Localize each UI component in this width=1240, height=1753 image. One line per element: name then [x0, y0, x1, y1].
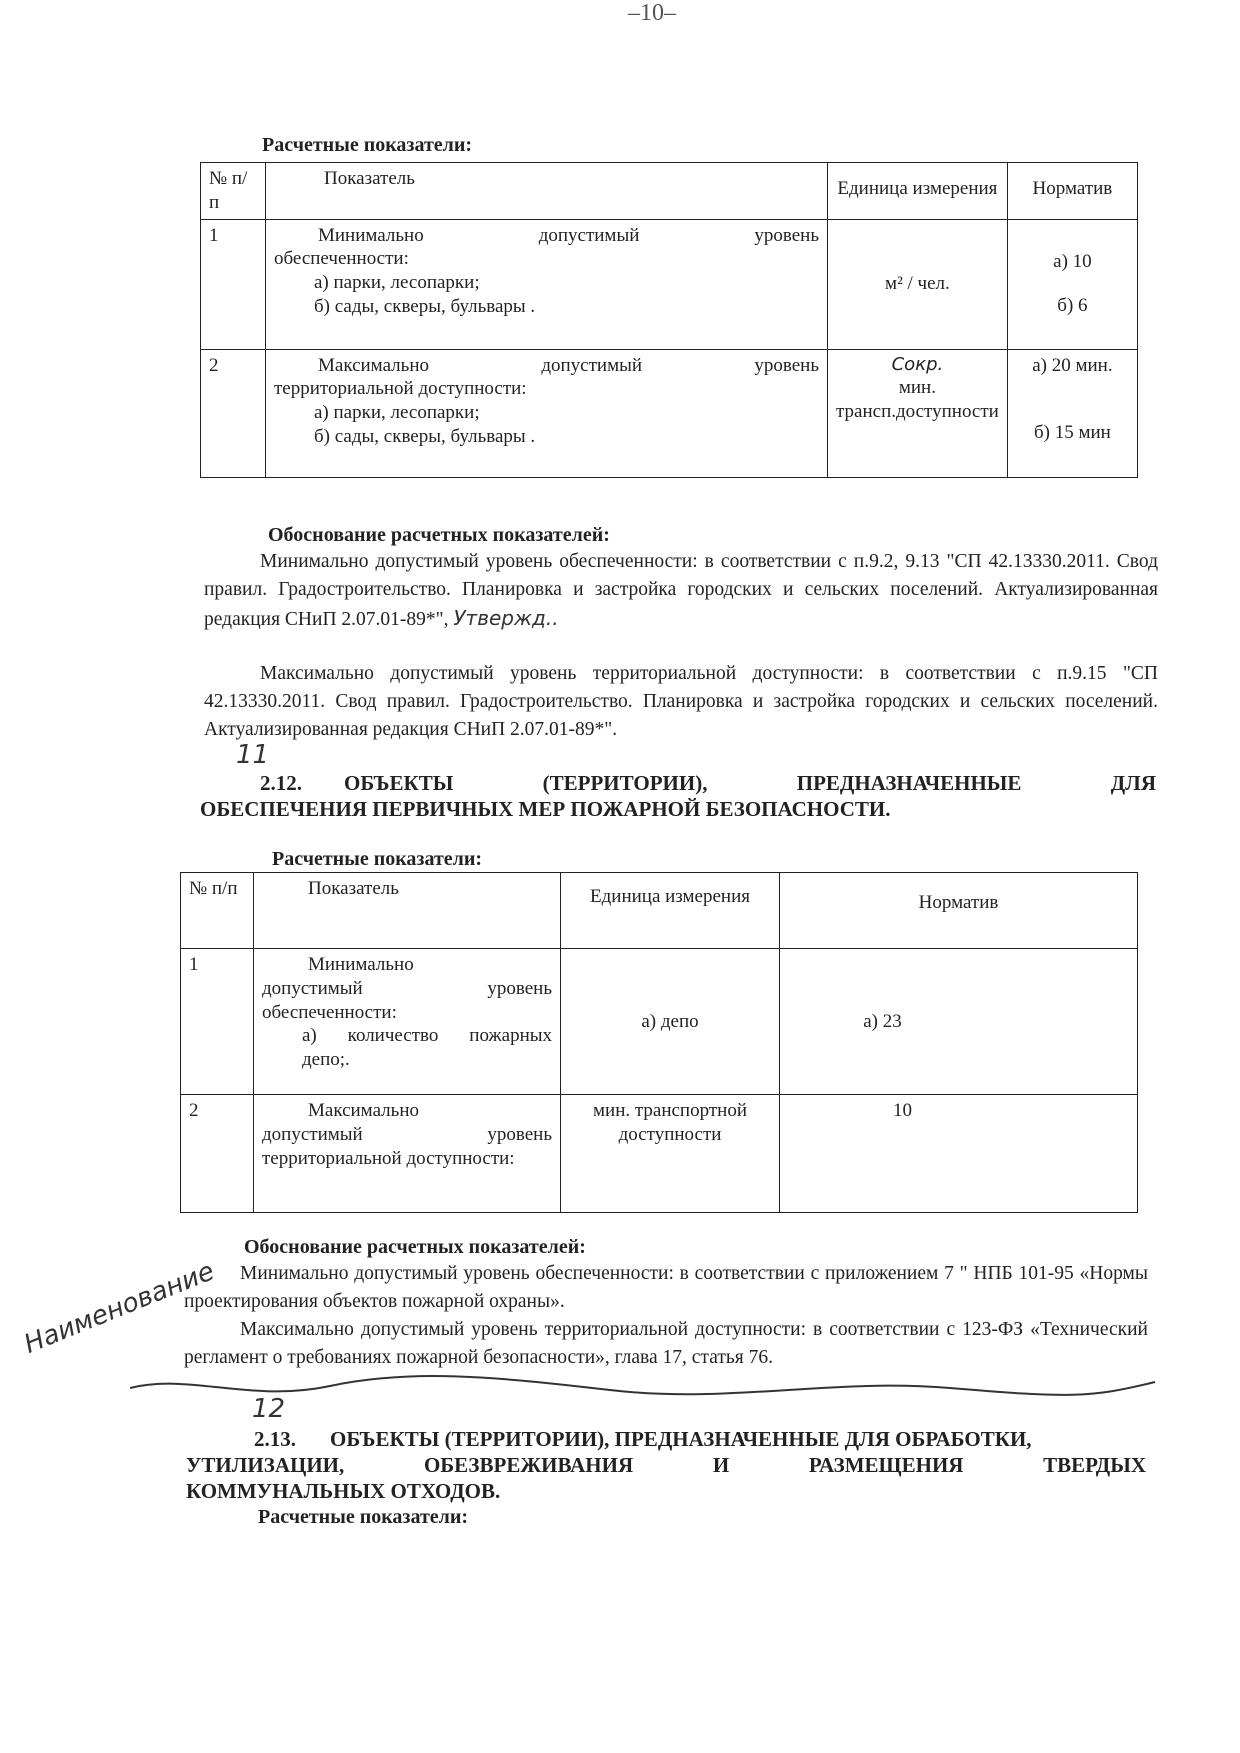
header-indicator: Показатель	[254, 873, 561, 949]
row-num: 1	[181, 949, 254, 1095]
section2-justification-label: Обоснование расчетных показателей:	[244, 1236, 586, 1258]
row-unit: мин. транспортной доступности	[561, 1095, 780, 1213]
table-row	[201, 219, 1138, 349]
table-row	[181, 1095, 1138, 1213]
row-norm: 10	[780, 1095, 1138, 1213]
row-norm: а) 20 мин. б) 15 мин	[1007, 349, 1137, 477]
row-unit: м² / чел.	[828, 219, 1008, 349]
table-row	[181, 949, 1138, 1095]
section2-label: Расчетные показатели:	[272, 848, 483, 870]
header-norm: Норматив	[780, 873, 1138, 949]
table-green-spaces	[200, 162, 1138, 478]
section3-label: Расчетные показатели:	[258, 1506, 469, 1528]
header-num: № п/п	[201, 163, 266, 220]
section3-heading-line1: ОБЪЕКТЫ (ТЕРРИТОРИИ), ПРЕДНАЗНАЧЕННЫЕ ДЛЯ ОБРАБОТКИ,	[330, 1427, 1032, 1451]
row-num: 1	[201, 219, 266, 349]
row-indicator: Минимально допустимый уровень обеспеченности: а) парки, лесопарки; б) сады, скверы, бульвары .	[266, 219, 828, 349]
table-header-row	[181, 873, 1138, 949]
section3-heading-line2: УТИЛИЗАЦИИ, ОБЕЗВРЕЖИВАНИЯ И РАЗМЕЩЕНИЯ ТВЕРДЫХ	[186, 1453, 1146, 1477]
header-norm: Норматив	[1007, 163, 1137, 220]
row-norm: а) 23	[780, 949, 1138, 1095]
row-unit: Сокр. мин. трансп.доступности	[828, 349, 1008, 477]
section3-heading-line3: КОММУНАЛЬНЫХ ОТХОДОВ.	[186, 1479, 501, 1503]
section2-justification-p2: Максимально допустимый уровень территориальной доступности: в соответствии с 123-ФЗ «Технический регламент о требованиях пожарной безопасности», глава 17, статья 76.	[184, 1319, 1148, 1368]
section1-justification-label: Обоснование расчетных показателей:	[268, 524, 610, 546]
handwritten-note: Утвержд..	[453, 606, 559, 630]
section2-justification-p1: Минимально допустимый уровень обеспеченности: в соответствии с приложением 7 " НПБ 101-95 «Нормы проектирования объектов пожарной охраны».	[184, 1263, 1148, 1312]
header-num: № п/п	[181, 873, 254, 949]
row-indicator: Максимально допустимый уровень территориальной доступности: а) парки, лесопарки; б) сады, скверы, бульвары .	[266, 349, 828, 477]
page-number: –10–	[628, 0, 676, 26]
row-unit: а) депо	[561, 949, 780, 1095]
table-row	[201, 349, 1138, 477]
section2-number: 2.12.	[260, 771, 302, 795]
section2-heading-line1: ОБЪЕКТЫ (ТЕРРИТОРИИ), ПРЕДНАЗНАЧЕННЫЕ ДЛЯ	[344, 771, 1156, 795]
handwritten-note: 11	[236, 740, 270, 770]
header-unit: Единица измерения	[561, 873, 780, 949]
row-indicator: Минимально допустимый уровень обеспеченности: а) количество пожарных депо;.	[254, 949, 561, 1095]
handwritten-note: Сокр.	[891, 353, 944, 375]
header-unit: Единица измерения	[828, 163, 1008, 220]
table-header-row	[201, 163, 1138, 220]
table-fire-safety	[180, 872, 1138, 1213]
row-norm: а) 10 б) 6	[1007, 219, 1137, 349]
section1-label: Расчетные показатели:	[262, 134, 473, 156]
row-num: 2	[201, 349, 266, 477]
row-num: 2	[181, 1095, 254, 1213]
section3-number: 2.13.	[254, 1427, 296, 1451]
handwritten-note: 12	[252, 1394, 286, 1424]
section1-justification-p2: Максимально допустимый уровень территориальной доступности: в соответствии с п.9.15 "СП 42.13330.2011. Свод правил. Градостроительство. Планировка и застройка городских и сельских поселений. Актуализированная редакция СНиП 2.07.01-89*".	[204, 663, 1158, 740]
section2-heading-line2: ОБЕСПЕЧЕНИЯ ПЕРВИЧНЫХ МЕР ПОЖАРНОЙ БЕЗОПАСНОСТИ.	[200, 797, 891, 821]
handwritten-margin-note: Наименование	[20, 1256, 219, 1360]
section1-justification-p1: Минимально допустимый уровень обеспеченности: в соответствии с п.9.2, 9.13 "СП 42.13330.2011. Свод правил. Градостроительство. Планировка и застройка городских и сельских поселений. Актуализированная редакция СНиП 2.07.01-89*", Утвержд..	[204, 551, 1158, 630]
header-indicator: Показатель	[266, 163, 828, 220]
row-indicator: Максимально допустимый уровень территориальной доступности:	[254, 1095, 561, 1213]
